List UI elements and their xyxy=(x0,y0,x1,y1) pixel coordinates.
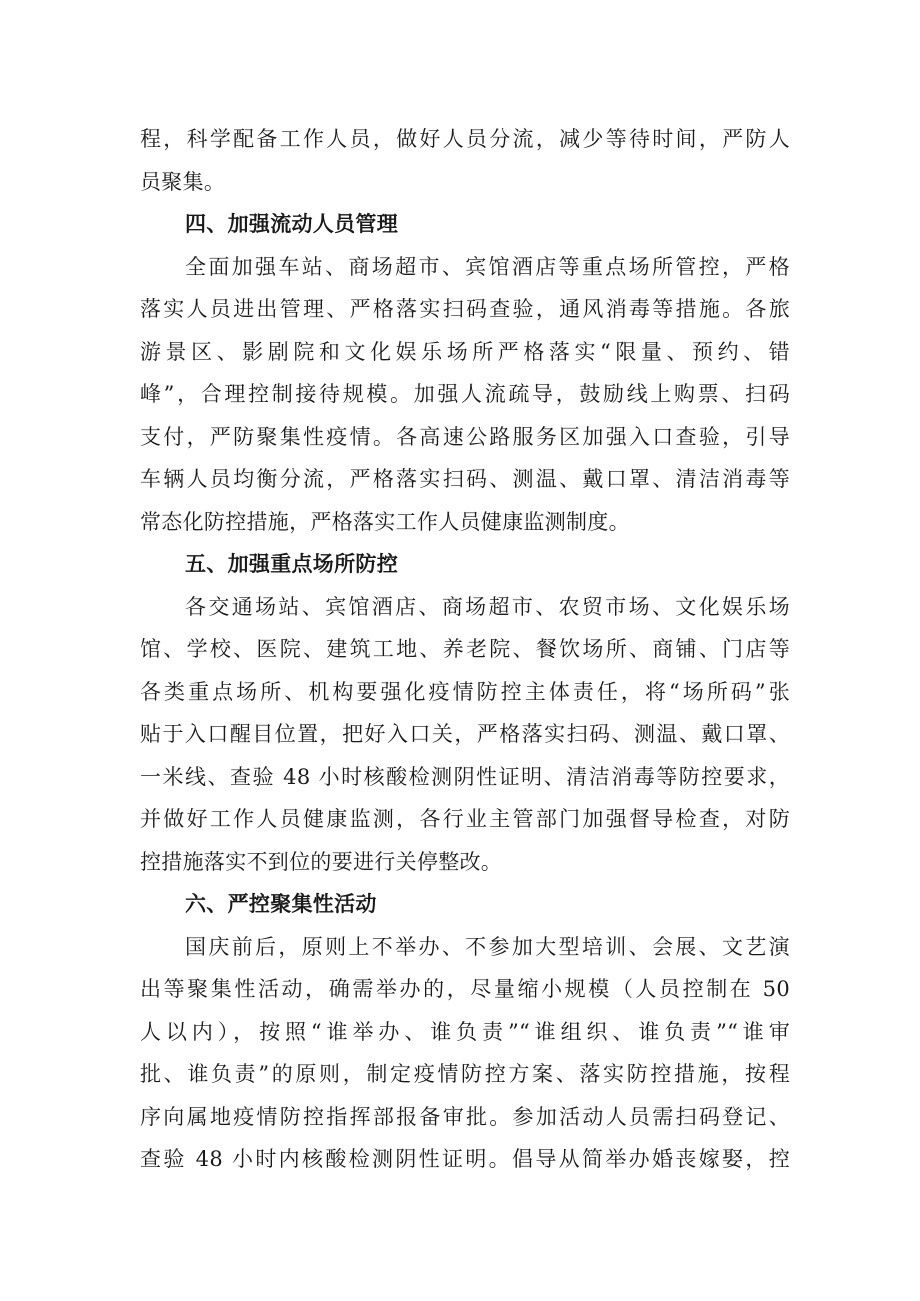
text-line: 游景区、影剧院和文化娱乐场所严格落实“限量、预约、错 xyxy=(140,339,790,364)
text-line: 程，科学配备工作人员，做好人员分流，减少等待时间，严防人 xyxy=(140,127,790,151)
text-line: 一米线、查验 48 小时核酸检测阴性证明、清洁消毒等防控要求， xyxy=(140,764,790,789)
text-line: 国庆前后，原则上不举办、不参加大型培训、会展、文艺演 xyxy=(185,934,790,959)
text-line: 车辆人员均衡分流，严格落实扫码、测温、戴口罩、清洁消毒等 xyxy=(140,467,790,491)
text-line: 批、谁负责”的原则，制定疫情防控方案、落实防控措施，按程 xyxy=(140,1062,790,1086)
text-line: 馆、学校、医院、建筑工地、养老院、餐饮场所、商铺、门店等 xyxy=(140,637,790,661)
text-line: 贴于入口醒目位置，把好入口关，严格落实扫码、测温、戴口罩、 xyxy=(140,722,790,746)
text-line: 人以内），按照“谁举办、谁负责”“谁组织、谁负责”“谁审 xyxy=(140,1019,790,1044)
paragraph xyxy=(140,586,790,884)
text-line: 并做好工作人员健康监测，各行业主管部门加强督导检查，对防 xyxy=(140,807,790,831)
text-line: 员聚集。 xyxy=(140,169,226,194)
section-heading: 六、严控聚集性活动 xyxy=(185,892,377,916)
paragraph xyxy=(140,118,790,203)
text-line: 全面加强车站、商场超市、宾馆酒店等重点场所管控，严格 xyxy=(185,254,790,279)
text-line: 支付，严防聚集性疫情。各高速公路服务区加强入口查验，引导 xyxy=(140,424,790,449)
text-line: 各交通场站、宾馆酒店、商场超市、农贸市场、文化娱乐场 xyxy=(185,594,790,619)
section-heading: 五、加强重点场所防控 xyxy=(185,552,398,576)
document-page xyxy=(140,118,790,1181)
text-line: 常态化防控措施，严格落实工作人员健康监测制度。 xyxy=(140,509,630,534)
text-line: 各类重点场所、机构要强化疫情防控主体责任，将“场所码”张 xyxy=(140,679,790,704)
paragraph xyxy=(140,926,790,1181)
text-line: 序向属地疫情防控指挥部报备审批。参加活动人员需扫码登记、 xyxy=(140,1104,790,1129)
section-heading: 四、加强流动人员管理 xyxy=(185,212,398,236)
paragraph xyxy=(140,246,790,544)
text-line: 峰”，合理控制接待规模。加强人流疏导，鼓励线上购票、扫码 xyxy=(140,382,790,406)
text-line: 出等聚集性活动，确需举办的，尽量缩小规模（人员控制在 50 xyxy=(140,977,790,1001)
text-line: 查验 48 小时内核酸检测阴性证明。倡导从简举办婚丧嫁娶，控 xyxy=(140,1147,790,1171)
text-line: 落实人员进出管理、严格落实扫码查验，通风消毒等措施。各旅 xyxy=(140,297,790,321)
text-line: 控措施落实不到位的要进行关停整改。 xyxy=(140,849,503,874)
